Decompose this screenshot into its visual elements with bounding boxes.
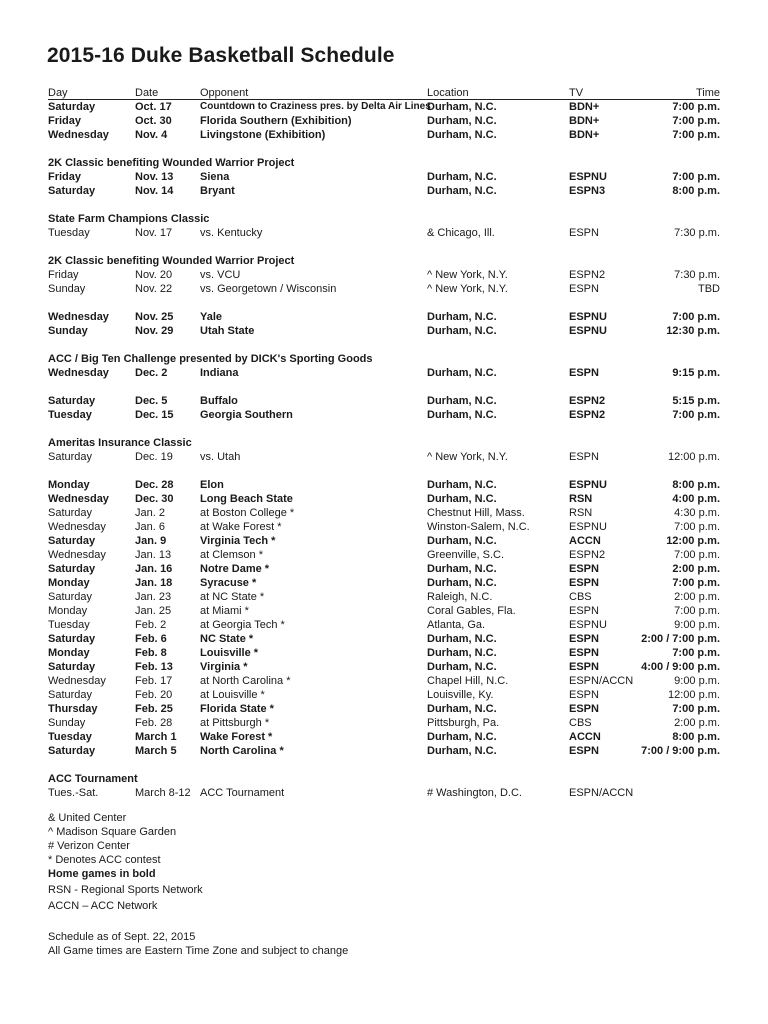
cell-opponent: Georgia Southern xyxy=(200,409,293,421)
cell-opponent: Wake Forest * xyxy=(200,731,273,743)
cell-date: Jan. 18 xyxy=(135,577,173,589)
cell-opponent: vs. Utah xyxy=(200,451,241,463)
cell-location: Durham, N.C. xyxy=(427,325,497,337)
cell-tv: BDN+ xyxy=(569,101,600,113)
cell-date: March 5 xyxy=(135,745,177,757)
legend-note: RSN - Regional Sports Network xyxy=(48,884,203,896)
cell-tv: ESPNU xyxy=(569,171,607,183)
cell-tv: ESPN xyxy=(569,605,599,617)
cell-time: 2:00 p.m. xyxy=(674,717,720,729)
cell-tv: ACCN xyxy=(569,535,601,547)
cell-day: Sunday xyxy=(48,717,86,729)
cell-date: Nov. 25 xyxy=(135,311,174,323)
cell-time: 8:00 p.m. xyxy=(672,185,720,197)
cell-day: Tuesday xyxy=(48,409,92,421)
cell-day: Tuesday xyxy=(48,619,90,631)
cell-location: & Chicago, Ill. xyxy=(427,227,495,239)
section-heading: State Farm Champions Classic xyxy=(48,213,210,225)
cell-date: Jan. 16 xyxy=(135,563,173,575)
cell-tv: ESPNU xyxy=(569,521,607,533)
cell-date: March 1 xyxy=(135,731,177,743)
table-row xyxy=(48,324,720,338)
table-row xyxy=(48,744,720,758)
cell-opponent: Notre Dame * xyxy=(200,563,270,575)
cell-time: 9:15 p.m. xyxy=(672,367,720,379)
cell-location: ^ New York, N.Y. xyxy=(427,283,508,295)
table-row xyxy=(48,114,720,128)
cell-location: Durham, N.C. xyxy=(427,563,497,575)
cell-day: Tuesday xyxy=(48,731,92,743)
cell-date: Feb. 20 xyxy=(135,689,173,701)
section-heading: Ameritas Insurance Classic xyxy=(48,437,192,449)
cell-tv: CBS xyxy=(569,717,592,729)
row-spacer xyxy=(48,240,720,254)
cell-time: 7:00 p.m. xyxy=(672,577,720,589)
cell-opponent: Countdown to Craziness pres. by Delta Air Lines xyxy=(200,101,431,112)
cell-date: Feb. 17 xyxy=(135,675,173,687)
cell-day: Saturday xyxy=(48,395,96,407)
cell-date: Nov. 4 xyxy=(135,129,168,141)
cell-location: Greenville, S.C. xyxy=(427,549,505,561)
table-row xyxy=(48,548,720,562)
table-row xyxy=(48,310,720,324)
cell-date: Nov. 14 xyxy=(135,185,174,197)
table-row xyxy=(48,604,720,618)
cell-day: Wednesday xyxy=(48,549,106,561)
cell-tv: ESPN xyxy=(569,577,599,589)
legend-note: ACCN – ACC Network xyxy=(48,900,158,912)
cell-time: 7:00 p.m. xyxy=(672,129,720,141)
table-row xyxy=(48,660,720,674)
cell-time: 2:00 / 7:00 p.m. xyxy=(641,633,720,645)
cell-location: Durham, N.C. xyxy=(427,115,497,127)
table-row xyxy=(48,506,720,520)
cell-day: Monday xyxy=(48,577,90,589)
cell-date: Feb. 6 xyxy=(135,633,167,645)
header-opponent: Opponent xyxy=(200,87,249,99)
cell-time: 9:00 p.m. xyxy=(674,619,720,631)
cell-date: Jan. 2 xyxy=(135,507,165,519)
legend-note: # Verizon Center xyxy=(48,840,130,852)
cell-opponent: vs. Georgetown / Wisconsin xyxy=(200,283,337,295)
cell-tv: ESPN/ACCN xyxy=(569,675,634,687)
cell-opponent: Bryant xyxy=(200,185,235,197)
cell-day: Saturday xyxy=(48,633,96,645)
cell-opponent: Louisville * xyxy=(200,647,259,659)
cell-location: Durham, N.C. xyxy=(427,101,497,113)
cell-time: 4:00 / 9:00 p.m. xyxy=(641,661,720,673)
cell-time: 7:00 p.m. xyxy=(672,101,720,113)
table-row xyxy=(48,450,720,464)
cell-opponent: at Clemson * xyxy=(200,549,263,561)
table-row xyxy=(48,730,720,744)
cell-tv: ESPNU xyxy=(569,325,607,337)
cell-time: 7:30 p.m. xyxy=(674,227,720,239)
cell-day: Friday xyxy=(48,269,79,281)
cell-tv: ESPN xyxy=(569,283,599,295)
cell-time: 12:00 p.m. xyxy=(666,535,720,547)
cell-date: Dec. 19 xyxy=(135,451,173,463)
cell-opponent: vs. VCU xyxy=(200,269,241,281)
table-row xyxy=(48,268,720,282)
cell-location: Durham, N.C. xyxy=(427,185,497,197)
cell-date: Nov. 13 xyxy=(135,171,174,183)
cell-location: # Washington, D.C. xyxy=(427,787,522,799)
cell-tv: ESPN xyxy=(569,703,599,715)
row-spacer xyxy=(48,422,720,436)
cell-date: Feb. 13 xyxy=(135,661,173,673)
cell-day: Wednesday xyxy=(48,129,109,141)
cell-location: Winston-Salem, N.C. xyxy=(427,521,530,533)
cell-tv: ESPN xyxy=(569,647,599,659)
cell-day: Sunday xyxy=(48,283,86,295)
cell-day: Saturday xyxy=(48,591,93,603)
cell-time: 2:00 p.m. xyxy=(674,591,720,603)
cell-time: 9:00 p.m. xyxy=(674,675,720,687)
cell-time: 7:00 p.m. xyxy=(674,521,720,533)
cell-date: Feb. 2 xyxy=(135,619,167,631)
cell-time: 7:30 p.m. xyxy=(674,269,720,281)
section-heading: ACC / Big Ten Challenge presented by DICK's Sporting Goods xyxy=(48,353,373,365)
table-row xyxy=(48,562,720,576)
cell-day: Saturday xyxy=(48,745,96,757)
cell-date: March 8-12 xyxy=(135,787,191,799)
cell-location: Durham, N.C. xyxy=(427,311,497,323)
footer-notes xyxy=(48,930,348,958)
cell-tv: ESPNU xyxy=(569,619,607,631)
cell-day: Friday xyxy=(48,115,82,127)
cell-time: 7:00 p.m. xyxy=(672,647,720,659)
row-spacer xyxy=(48,338,720,352)
cell-tv: ESPN xyxy=(569,661,599,673)
cell-day: Wednesday xyxy=(48,521,106,533)
cell-time: 12:00 p.m. xyxy=(668,451,720,463)
cell-location: Durham, N.C. xyxy=(427,577,497,589)
cell-time: 4:00 p.m. xyxy=(672,493,720,505)
cell-time: 7:00 p.m. xyxy=(672,115,720,127)
schedule-table xyxy=(48,86,720,800)
table-row xyxy=(48,478,720,492)
cell-tv: ESPN xyxy=(569,451,599,463)
cell-day: Wednesday xyxy=(48,311,109,323)
cell-opponent: at Pittsburgh * xyxy=(200,717,270,729)
cell-day: Saturday xyxy=(48,563,96,575)
cell-date: Jan. 25 xyxy=(135,605,172,617)
cell-opponent: Elon xyxy=(200,479,224,491)
cell-tv: RSN xyxy=(569,493,593,505)
cell-day: Wednesday xyxy=(48,493,109,505)
section-heading: ACC Tournament xyxy=(48,773,138,785)
cell-tv: ESPNU xyxy=(569,311,607,323)
cell-opponent: NC State * xyxy=(200,633,254,645)
header-date: Date xyxy=(135,87,159,99)
cell-location: Durham, N.C. xyxy=(427,479,497,491)
cell-opponent: Buffalo xyxy=(200,395,238,407)
cell-time: 2:00 p.m. xyxy=(672,563,720,575)
cell-date: Oct. 30 xyxy=(135,115,172,127)
cell-day: Saturday xyxy=(48,185,96,197)
table-row xyxy=(48,100,720,114)
cell-location: Durham, N.C. xyxy=(427,367,497,379)
legend-notes xyxy=(48,811,203,915)
cell-tv: ESPN2 xyxy=(569,395,606,407)
table-row xyxy=(48,128,720,142)
cell-location: Chapel Hill, N.C. xyxy=(427,675,509,687)
table-row xyxy=(48,716,720,730)
cell-time: 7:00 p.m. xyxy=(674,605,720,617)
cell-opponent: Florida State * xyxy=(200,703,274,715)
cell-date: Feb. 25 xyxy=(135,703,173,715)
cell-time: 7:00 p.m. xyxy=(672,703,720,715)
cell-location: Atlanta, Ga. xyxy=(427,619,486,631)
cell-date: Feb. 8 xyxy=(135,647,167,659)
cell-opponent: Virginia * xyxy=(200,661,248,673)
cell-opponent: at North Carolina * xyxy=(200,675,291,687)
cell-opponent: Indiana xyxy=(200,367,239,379)
cell-time: TBD xyxy=(698,283,720,295)
cell-day: Saturday xyxy=(48,535,96,547)
cell-tv: ESPN3 xyxy=(569,185,606,197)
cell-day: Saturday xyxy=(48,661,96,673)
cell-opponent: at Georgia Tech * xyxy=(200,619,285,631)
cell-time: 7:00 / 9:00 p.m. xyxy=(641,745,720,757)
cell-opponent: at Boston College * xyxy=(200,507,295,519)
cell-location: ^ New York, N.Y. xyxy=(427,269,508,281)
table-row xyxy=(48,394,720,408)
cell-location: Durham, N.C. xyxy=(427,395,497,407)
cell-day: Saturday xyxy=(48,101,96,113)
cell-location: Durham, N.C. xyxy=(427,703,497,715)
cell-tv: ESPN xyxy=(569,367,599,379)
cell-time: 12:00 p.m. xyxy=(668,689,720,701)
cell-time: 8:00 p.m. xyxy=(672,479,720,491)
table-row xyxy=(48,618,720,632)
legend-note: & United Center xyxy=(48,812,127,824)
table-row xyxy=(48,674,720,688)
cell-opponent: at Miami * xyxy=(200,605,249,617)
table-row xyxy=(48,646,720,660)
cell-tv: ESPN/ACCN xyxy=(569,787,634,799)
cell-tv: CBS xyxy=(569,591,592,603)
cell-tv: ESPN2 xyxy=(569,409,606,421)
cell-opponent: Florida Southern (Exhibition) xyxy=(200,115,352,127)
row-spacer xyxy=(48,296,720,310)
cell-day: Monday xyxy=(48,647,90,659)
cell-tv: ESPN xyxy=(569,563,599,575)
legend-note: ^ Madison Square Garden xyxy=(48,826,177,838)
table-row xyxy=(48,590,720,604)
cell-opponent: Utah State xyxy=(200,325,255,337)
cell-location: Durham, N.C. xyxy=(427,633,497,645)
cell-day: Saturday xyxy=(48,689,93,701)
table-row xyxy=(48,282,720,296)
row-spacer xyxy=(48,758,720,772)
table-row xyxy=(48,184,720,198)
cell-opponent: Long Beach State xyxy=(200,493,293,505)
cell-date: Nov. 17 xyxy=(135,227,173,239)
cell-day: Saturday xyxy=(48,451,93,463)
header-tv: TV xyxy=(569,87,584,99)
cell-day: Tues.-Sat. xyxy=(48,787,99,799)
row-spacer xyxy=(48,464,720,478)
table-row xyxy=(48,366,720,380)
cell-tv: RSN xyxy=(569,507,593,519)
row-spacer xyxy=(48,198,720,212)
cell-date: Jan. 23 xyxy=(135,591,172,603)
cell-day: Friday xyxy=(48,171,82,183)
cell-opponent: Siena xyxy=(200,171,230,183)
table-row xyxy=(48,534,720,548)
cell-opponent: at Wake Forest * xyxy=(200,521,282,533)
cell-opponent: at NC State * xyxy=(200,591,265,603)
cell-tv: BDN+ xyxy=(569,115,600,127)
cell-location: Durham, N.C. xyxy=(427,409,497,421)
cell-day: Saturday xyxy=(48,507,93,519)
cell-day: Wednesday xyxy=(48,367,109,379)
cell-date: Dec. 15 xyxy=(135,409,174,421)
cell-time: 7:00 p.m. xyxy=(672,171,720,183)
table-row xyxy=(48,688,720,702)
cell-opponent: Livingstone (Exhibition) xyxy=(200,129,326,141)
section-heading: 2K Classic benefiting Wounded Warrior Project xyxy=(48,157,295,169)
cell-location: ^ New York, N.Y. xyxy=(427,451,508,463)
cell-tv: ESPN2 xyxy=(569,549,606,561)
cell-day: Monday xyxy=(48,605,88,617)
table-row xyxy=(48,632,720,646)
cell-time: 7:00 p.m. xyxy=(674,549,720,561)
cell-tv: ESPN xyxy=(569,227,599,239)
row-spacer xyxy=(48,380,720,394)
cell-date: Dec. 30 xyxy=(135,493,174,505)
cell-tv: ESPNU xyxy=(569,479,607,491)
cell-date: Oct. 17 xyxy=(135,101,172,113)
cell-opponent: Virginia Tech * xyxy=(200,535,276,547)
cell-date: Jan. 9 xyxy=(135,535,167,547)
table-row xyxy=(48,576,720,590)
table-row xyxy=(48,702,720,716)
header-time: Time xyxy=(695,87,720,99)
header-day: Day xyxy=(48,87,68,99)
cell-opponent: North Carolina * xyxy=(200,745,284,757)
cell-time: 7:00 p.m. xyxy=(672,311,720,323)
cell-location: Durham, N.C. xyxy=(427,731,497,743)
table-row xyxy=(48,492,720,506)
table-row xyxy=(48,786,720,800)
page-title: 2015-16 Duke Basketball Schedule xyxy=(47,44,395,67)
cell-tv: BDN+ xyxy=(569,129,600,141)
cell-location: Chestnut Hill, Mass. xyxy=(427,507,525,519)
cell-tv: ESPN xyxy=(569,633,599,645)
cell-time: 5:15 p.m. xyxy=(672,395,720,407)
cell-time: 12:30 p.m. xyxy=(666,325,720,337)
cell-location: Durham, N.C. xyxy=(427,647,497,659)
cell-location: Durham, N.C. xyxy=(427,129,497,141)
cell-location: Raleigh, N.C. xyxy=(427,591,493,603)
cell-date: Nov. 20 xyxy=(135,269,173,281)
cell-day: Monday xyxy=(48,479,90,491)
cell-time: 7:00 p.m. xyxy=(672,409,720,421)
cell-date: Feb. 28 xyxy=(135,717,173,729)
cell-location: Coral Gables, Fla. xyxy=(427,605,516,617)
cell-date: Nov. 29 xyxy=(135,325,174,337)
cell-date: Jan. 6 xyxy=(135,521,165,533)
legend-note: Home games in bold xyxy=(48,868,156,880)
cell-location: Pittsburgh, Pa. xyxy=(427,717,500,729)
cell-date: Dec. 28 xyxy=(135,479,174,491)
cell-tv: ESPN xyxy=(569,689,599,701)
cell-date: Nov. 22 xyxy=(135,283,173,295)
cell-location: Durham, N.C. xyxy=(427,745,497,757)
cell-day: Sunday xyxy=(48,325,88,337)
cell-day: Tuesday xyxy=(48,227,90,239)
cell-time: 8:00 p.m. xyxy=(672,731,720,743)
section-heading: 2K Classic benefiting Wounded Warrior Project xyxy=(48,255,295,267)
cell-time: 4:30 p.m. xyxy=(674,507,720,519)
cell-tv: ESPN xyxy=(569,745,599,757)
cell-day: Wednesday xyxy=(48,675,106,687)
row-spacer xyxy=(48,142,720,156)
cell-opponent: vs. Kentucky xyxy=(200,227,263,239)
cell-location: Louisville, Ky. xyxy=(427,689,494,701)
cell-date: Dec. 2 xyxy=(135,367,168,379)
cell-opponent: at Louisville * xyxy=(200,689,265,701)
table-row xyxy=(48,408,720,422)
table-row xyxy=(48,170,720,184)
cell-location: Durham, N.C. xyxy=(427,535,497,547)
header-location: Location xyxy=(427,87,469,99)
table-row xyxy=(48,520,720,534)
cell-location: Durham, N.C. xyxy=(427,171,497,183)
cell-location: Durham, N.C. xyxy=(427,661,497,673)
cell-opponent: Syracuse * xyxy=(200,577,257,589)
cell-opponent: Yale xyxy=(200,311,223,323)
table-header xyxy=(48,86,720,100)
footer-line: All Game times are Eastern Time Zone and subject to change xyxy=(48,945,349,957)
cell-tv: ESPN2 xyxy=(569,269,606,281)
cell-tv: ACCN xyxy=(569,731,601,743)
cell-day: Thursday xyxy=(48,703,98,715)
cell-location: Durham, N.C. xyxy=(427,493,497,505)
table-row xyxy=(48,226,720,240)
legend-note: * Denotes ACC contest xyxy=(48,854,161,866)
cell-date: Jan. 13 xyxy=(135,549,172,561)
cell-opponent: ACC Tournament xyxy=(200,787,285,799)
cell-date: Dec. 5 xyxy=(135,395,168,407)
footer-line: Schedule as of Sept. 22, 2015 xyxy=(48,931,196,943)
